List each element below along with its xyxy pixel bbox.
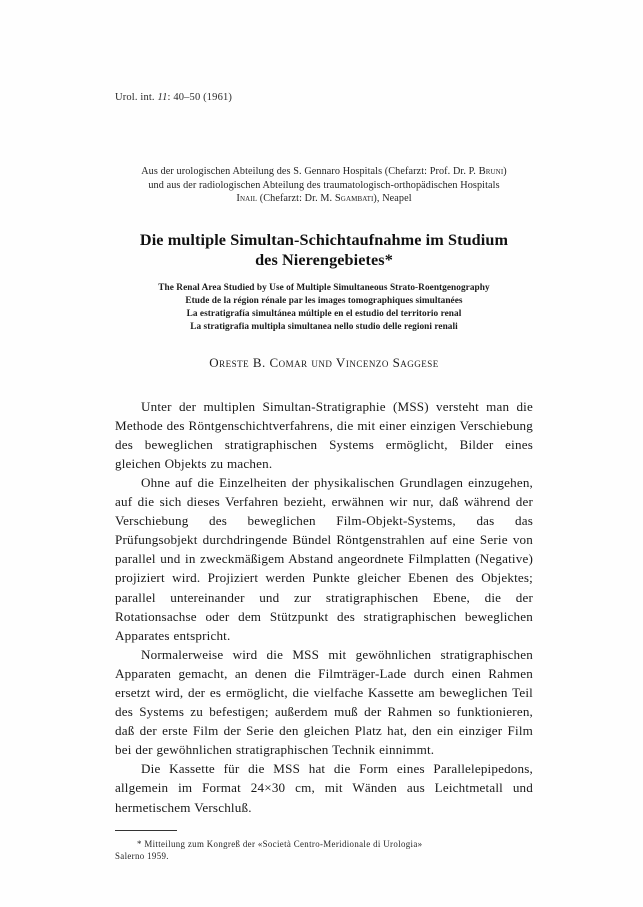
running-head-prefix: Urol. int.: [115, 92, 158, 103]
running-head-suffix: : 40–50 (1961): [167, 92, 233, 103]
page-content: [115, 92, 533, 862]
subtitle-english: The Renal Area Studied by Use of Multiple Simultaneous Strato-Roentgenography: [158, 282, 490, 293]
title-line-1: Die multiple Simultan-Schichtaufnahme im Studium: [139, 230, 509, 249]
affiliation-line-3: [115, 192, 533, 206]
subtitle-spanish: La estratigrafía simultánea múltiple en el estudio del territorio renal: [186, 309, 462, 320]
article-body: [115, 397, 533, 817]
subtitle-french: Etude de la région rénale par les images tomographiques simultanées: [185, 295, 463, 306]
subtitle-italian: La stratigrafia multipla simultanea nello studio delle regioni renali: [190, 322, 458, 333]
body-paragraph: Die Kassette für die MSS hat die Form eines Parallelepipedons, allgemein im Format 24×30 cm, mit Wänden aus Leichtmetall und hermetischem Verschluß.: [115, 761, 533, 815]
body-paragraph: Unter der multiplen Simultan-Stratigraphie (MSS) versteht man die Methode des Röntgenschichtverfahrens, die mit einer einzigen Verschiebung des beweglichen stratigraphischen Systems ermöglicht, Bilder eines gleichen Objekts zu machen.: [115, 398, 533, 471]
affiliation-name-inail: Inail: [236, 193, 258, 205]
footnote-line-1: * Mitteilung zum Kongreß der «Società Centro-Meridionale di Urologia»: [137, 838, 423, 849]
footnote-rule: [115, 830, 177, 831]
affiliation-line-2: und aus der radiologischen Abteilung des traumatologisch-orthopädischen Hospitals: [148, 179, 500, 191]
body-paragraph: Ohne auf die Einzelheiten der physikalischen Grundlagen einzugehen, auf die sich dieses Verfahren bezieht, erwähnen wir nur, daß während der Verschiebung des beweglichen Film-Objekt-Systems, das das Prüfungsobjekt durchdringende Bündel Röntgenstrahlen auf eine Serie von parallel und in zweckmäßigem Abstand angeordnete Filmplatten (Negative) projiziert wird. Projiziert werden Punkte gleicher Ebenen des Objektes; parallel untereinander und zur stratigraphischen Ebene, die der Rotationsachse oder dem Stützpunkt des stratigraphischen beweglichen Apparates entspricht.: [115, 474, 533, 643]
affiliation-line-1: [115, 165, 533, 179]
affiliation-line-1-text-b: ): [503, 166, 507, 177]
affiliation-name-sgambati: Sgambati: [334, 193, 374, 205]
footnote-section: [115, 830, 533, 863]
subtitle-block: [115, 282, 533, 335]
affiliation-line-3-text-a: (Chefarzt: Dr. M.: [257, 193, 335, 205]
page-title: [115, 230, 533, 271]
author-line: Oreste B. Comar und Vincenzo Saggese: [209, 354, 439, 370]
affiliation-line-3-text-b: ), Neapel: [373, 193, 412, 205]
running-head: [115, 92, 533, 103]
body-paragraph: Normalerweise wird die MSS mit gewöhnlichen stratigraphischen Apparaten gemacht, an denen die Filmträger-Lade durch einen Rahmen ersetzt wird, der es ermöglicht, die vielfache Kassette am beweglichen Teil des Systems zu befestigen; außerdem muß der Rahmen so funktionieren, daß der erste Film der Serie den gleichen Platz hat, den ein einziger Film bei der gewöhnlichen stratigraphischen Technik einnimmt.: [115, 646, 533, 758]
title-line-2: des Nierengebietes*: [255, 251, 393, 270]
affiliation-block: [115, 165, 533, 206]
affiliation-name-bruni: Bruni: [478, 166, 504, 177]
footnote-text: [115, 838, 533, 863]
affiliation-line-1-text-a: Aus der urologischen Abteilung des S. Gennaro Hospitals (Chefarzt: Prof. Dr. P.: [141, 166, 479, 177]
running-head-volume: 11: [157, 92, 168, 103]
footnote-line-2: Salerno 1959.: [115, 851, 169, 862]
